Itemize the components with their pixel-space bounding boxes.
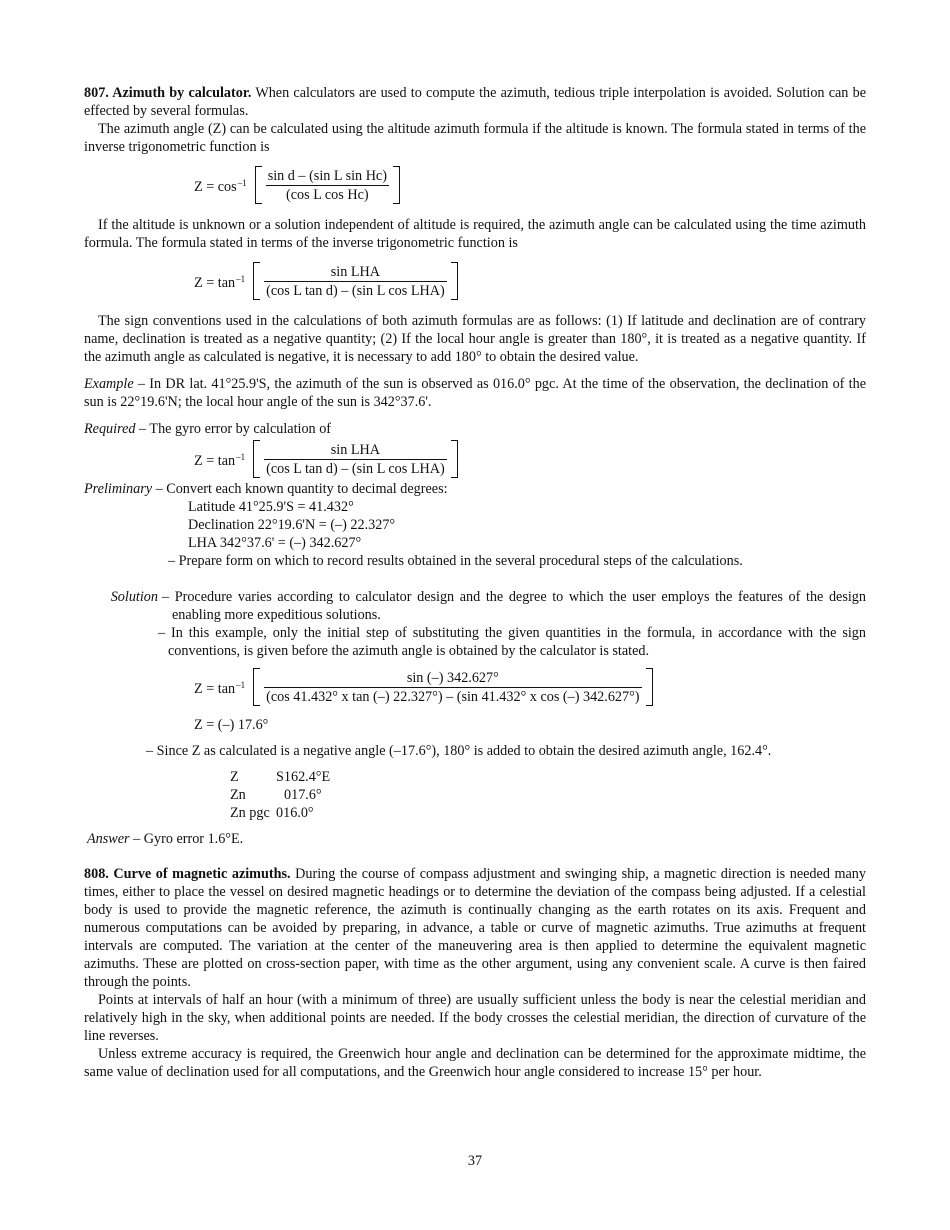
formula-required: $Z = \tan^{-1}$ $\frac{\text{sin LHA}}{\text{(cos L tan d) – (sin L cos LHA)}}$ [194,440,866,478]
required-paragraph: Required – The gyro error by calculation of [84,421,332,437]
formula-substituted: $Z = \tan^{-1}$ sin (–) 342.627° (cos 41.432° x tan (–) 22.327°) – (sin 41.432° x cos (–) 342.627°) [194,668,866,706]
preliminary-dash-step: – Prepare form on which to record results obtained in the several procedural steps of the calculations. [168,553,743,569]
conversion-declination: Declination 22°19.6'N = (–) 22.327° [188,517,396,533]
azimuth-table [230,768,866,822]
example-label: Example [84,376,134,392]
preliminary-conversions [84,498,866,552]
paragraph-extreme-accuracy: Unless extreme accuracy is required, the Greenwich hour angle and declination can be determined for the approximate midtime, the same value of declination used for all computations, and the Greenwich hour angle considered to increase 15° per hour. [84,1046,866,1080]
page-content [84,84,866,1081]
formula-numerator: sin d – (sin L sin Hc) [267,167,387,184]
example-paragraph: Example – In DR lat. 41°25.9'S, the azimuth of the sun is observed as 016.0° pgc. At the time of the observation, the declination of the sun is 22°19.6'N; the local hour angle of the sun is 342°37.6'. [84,376,866,410]
paragraph-sign-conventions: The sign conventions used in the calculations of both azimuth formulas are as follows: (1) If latitude and declination are of contrary name, declination is treated as a negative quantity; (2) If the local hour angle is greater than 180°, it is treated as a negative quantity. If the azimuth angle as calculated is negative, it is necessary to add 180° to obtain the desired value. [84,313,866,365]
z-result: Z = (–) 17.6° [194,717,269,733]
formula-time-azimuth: $Z = \tan^{-1}$ $\frac{\text{sin LHA}}{\text{(cos L tan d) – (sin L cos LHA)}}$ [194,262,866,300]
paragraph-half-hour-intervals: Points at intervals of half an hour (with a minimum of three) are usually sufficient unless the body is near the celestial meridian and relatively high in the sky, when additional points are needed. If the body crosses the celestial meridian, the direction of curvature of the line reverses. [84,992,866,1044]
conversion-latitude: Latitude 41°25.9'S = 41.432° [188,499,354,515]
preliminary-label: Preliminary [84,481,153,497]
answer-label: Answer [87,831,130,847]
answer-paragraph: Answer – Gyro error 1.6°E. [87,831,244,847]
paragraph-altitude-azimuth: The azimuth angle (Z) can be calculated using the altitude azimuth formula if the altitude is known. The formula stated in terms of the inverse trigonometric function is [84,121,866,155]
formula-denominator: (cos L tan d) – (sin L cos LHA) [266,460,445,477]
formula-numerator: sin LHA [264,441,447,460]
solution-label: Solution [110,589,158,605]
since-step: – Since Z as calculated is a negative angle (–17.6°), 180° is added to obtain the desired azimuth angle, 162.4°. [146,743,772,759]
formula-numerator: sin (–) 342.627° [264,669,641,688]
formula-altitude-azimuth: $Z = \cos^{-1}$ $\frac{\text{sin d – (sin L sin Hc)}}{\text{(cos L cos Hc)}}$ [194,166,866,204]
section-807-intro: 807. Azimuth by calculator. When calculators are used to compute the azimuth, tedious triple interpolation is avoided. Solution can be effected by several formulas. [84,85,866,119]
solution-step-2: – In this example, only the initial step of substituting the given quantities in the formula, in accordance with the sign conventions, is given before the azimuth angle is obtained by the calculator is stated. [158,625,866,659]
paragraph-time-azimuth: If the altitude is unknown or a solution independent of altitude is required, the azimuth angle can be calculated using the time azimuth formula. The formula stated in terms of the inverse trigonometric function is [84,217,866,251]
solution-block [84,588,866,624]
table-row: Zn 017.6° [230,787,322,803]
conversion-lha: LHA 342°37.6' = (–) 342.627° [188,535,362,551]
section-808-heading: 808. Curve of magnetic azimuths. [84,866,291,882]
formula-denominator: (cos 41.432° x tan (–) 22.327°) – (sin 41.432° x cos (–) 342.627°) [266,688,640,705]
required-label: Required [84,421,136,437]
page-number: 37 [467,1153,483,1169]
section-808-intro: 808. Curve of magnetic azimuths. During the course of compass adjustment and swinging ship, a magnetic direction is needed many times, either to place the vessel on desired magnetic headings or to determine the deviation of the compass being adjusted. If a celestial body is used to provide the magnetic reference, the azimuth is continually changing as the earth rotates on its axis. Frequent and numerous computations can be avoided by preparing, in advance, a table or curve of magnetic azimuths. True azimuths at frequent intervals are computed. The variation at the center of the maneuvering area is then applied to determine the equivalent magnetic azimuths. These are plotted on cross-section paper, with time as the other argument, using any convenient scale. A curve is then faired through the points. [84,866,866,990]
solution-step-1: – Procedure varies according to calculator design and the degree to which the user employs the features of the design enabling more expeditious solutions. [162,589,866,623]
formula-denominator: (cos L tan d) – (sin L cos LHA) [266,282,445,299]
table-row: Z S162.4°E [230,769,331,785]
formula-numerator: sin LHA [264,263,447,282]
table-row: Zn pgc 016.0° [230,805,314,821]
preliminary-paragraph: Preliminary – Convert each known quantity to decimal degrees: [84,481,448,497]
formula-denominator: (cos L cos Hc) [286,186,369,203]
section-807-heading: 807. Azimuth by calculator. [84,85,252,101]
